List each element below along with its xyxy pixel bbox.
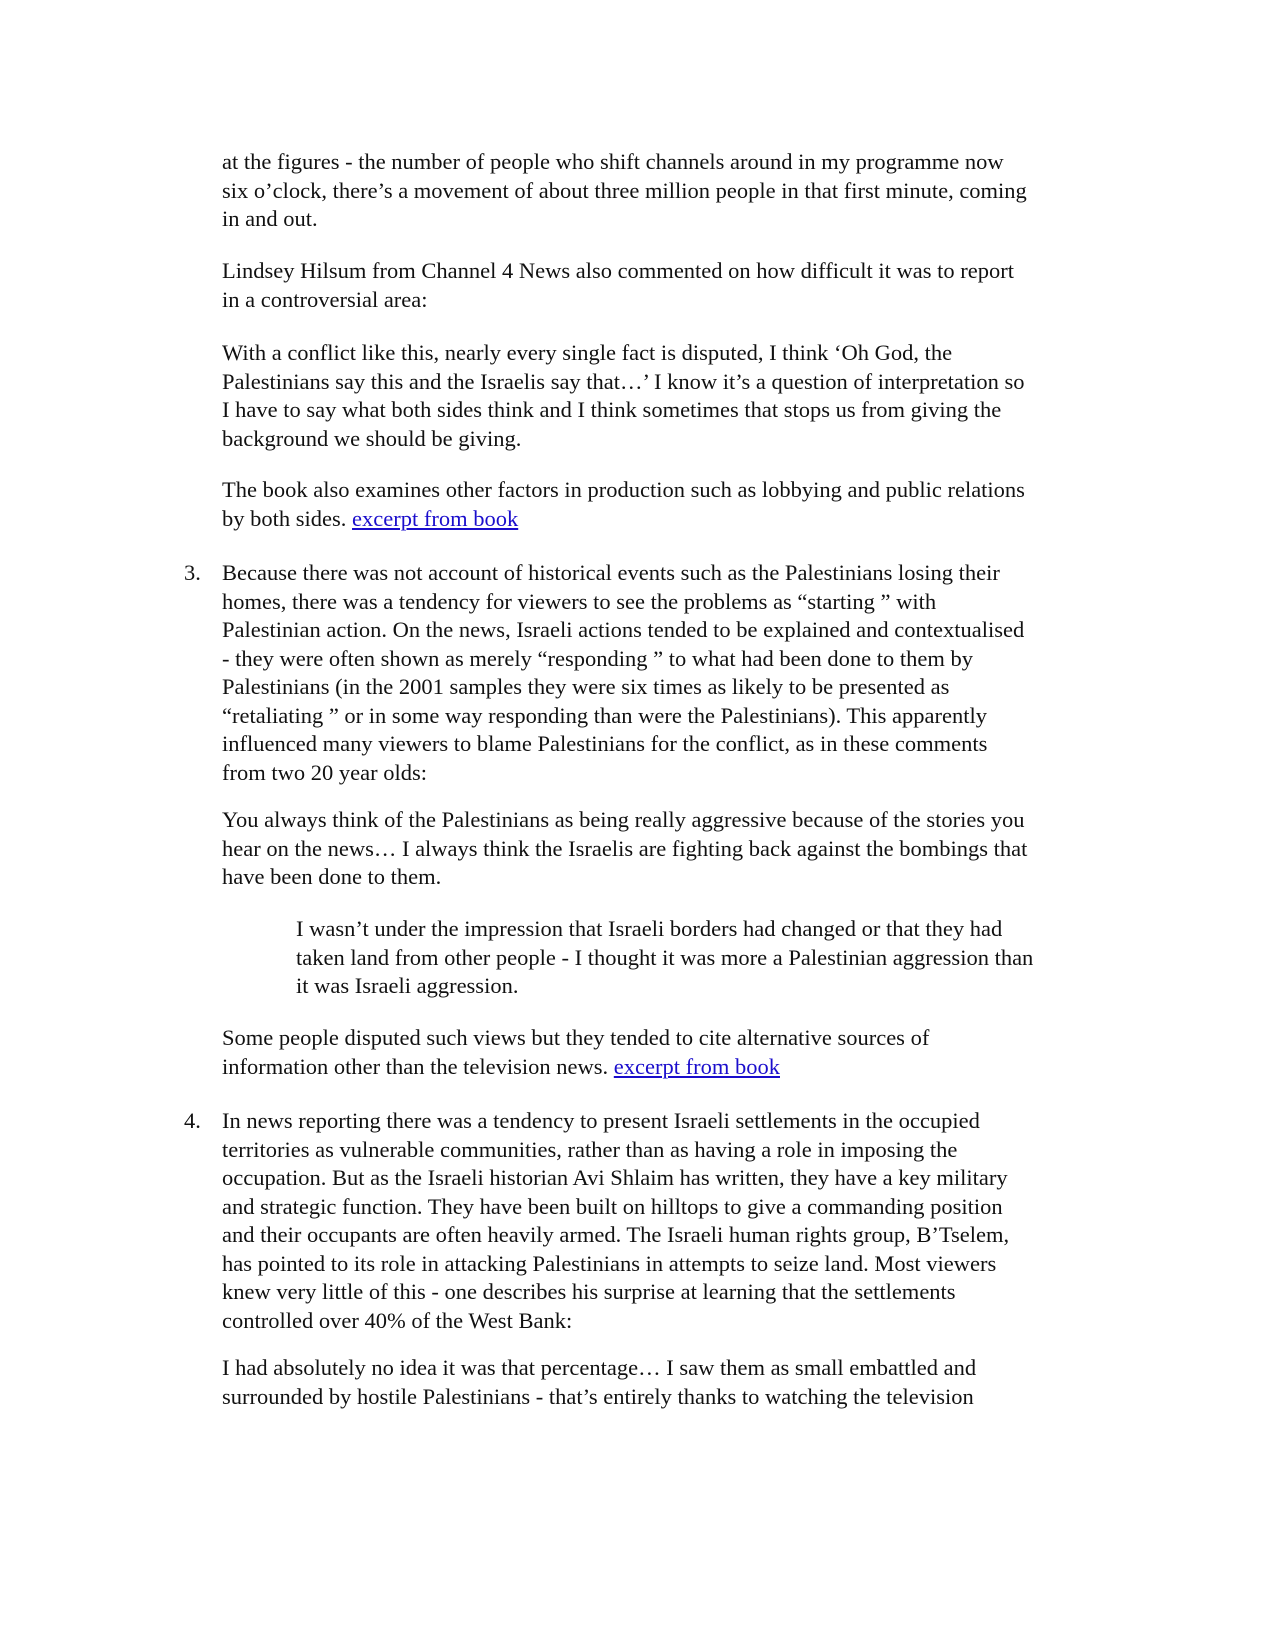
text-line: in and out. [222, 206, 318, 231]
text-line: With a conflict like this, nearly every single fact is disputed, I think ‘Oh God, the [222, 340, 953, 365]
text-line: hear on the news… I always think the Israelis are fighting back against the bombings that [222, 835, 1028, 861]
text-line: occupation. But as the Israeli historian Avi Shlaim has written, they have a key military [222, 1165, 1008, 1190]
list-number: 4. [184, 1108, 201, 1133]
text-line: - they were often shown as merely “responding ” to what had been done to them by [222, 645, 974, 671]
text-line: controlled over 40% of the West Bank: [222, 1307, 573, 1333]
text-line: Palestinians (in the 2001 samples they were six times as likely to be presented as [222, 674, 950, 699]
text-line: In news reporting there was a tendency to present Israeli settlements in the occupied [222, 1108, 980, 1133]
text-line: “retaliating ” or in some way responding than were the Palestinians). This apparently [222, 702, 987, 728]
quote-settlements [222, 1354, 1102, 1411]
text-line: I had absolutely no idea it was that percentage… I saw them as small embattled and [222, 1355, 977, 1380]
text-line: territories as vulnerable communities, rather than as having a role in imposing the [222, 1136, 958, 1162]
text-segment: by both sides. [222, 505, 353, 531]
text-line: homes, there was a tendency for viewers to see the problems as “starting ” with [222, 588, 937, 614]
text-line: Lindsey Hilsum from Channel 4 News also commented on how difficult it was to report [222, 258, 1014, 283]
list-item-4 [222, 1107, 1102, 1335]
text-line: Palestinian action. On the news, Israeli actions tended to be explained and contextualised [222, 617, 1025, 642]
quote-hilsum [222, 339, 1102, 453]
text-line: surrounded by hostile Palestinians - that’s entirely thanks to watching the television [222, 1383, 974, 1409]
paragraph-alternative-sources [222, 1024, 1102, 1081]
text-line: and strategic function. They have been built on hilltops to give a commanding position [222, 1193, 1003, 1219]
text-line: knew very little of this - one describes his surprise at learning that the settlements [222, 1279, 956, 1304]
text-line: it was Israeli aggression. [296, 973, 519, 998]
text-line: The book also examines other factors in production such as lobbying and public relations [222, 477, 1025, 502]
paragraph-hilsum-intro [222, 257, 1102, 314]
quote-viewer-1 [222, 806, 1102, 892]
text-line: I have to say what both sides think and I think sometimes that stops us from giving the [222, 397, 1002, 422]
paragraph-book-factors [222, 476, 1102, 533]
text-line: influenced many viewers to blame Palestinians for the conflict, as in these comments [222, 731, 988, 756]
text-line: background we should be giving. [222, 425, 522, 451]
text-line: from two 20 year olds: [222, 759, 427, 785]
text-line: and their occupants are often heavily armed. The Israeli human rights group, B’Tselem, [222, 1222, 1010, 1247]
text-line [222, 1053, 1102, 1082]
text-line: Some people disputed such views but they tended to cite alternative sources of [222, 1025, 930, 1050]
paragraph-continuation [222, 148, 1102, 234]
text-line: in a controversial area: [222, 286, 428, 312]
quote-viewer-2 [296, 915, 1106, 1001]
excerpt-link[interactable]: excerpt from book [352, 505, 519, 531]
list-item-3 [222, 559, 1102, 787]
text-line: Palestinians say this and the Israelis say that…’ I know it’s a question of interpretation so [222, 368, 1025, 394]
text-line: have been done to them. [222, 864, 442, 889]
excerpt-link[interactable]: excerpt from book [613, 1053, 780, 1079]
text-line [222, 505, 1102, 534]
text-line: at the figures - the number of people who shift channels around in my programme now [222, 149, 1004, 174]
text-line: I wasn’t under the impression that Israeli borders had changed or that they had [296, 916, 1003, 941]
text-line: has pointed to its role in attacking Palestinians in attempts to seize land. Most viewers [222, 1250, 997, 1276]
text-line: You always think of the Palestinians as being really aggressive because of the stories you [222, 807, 1025, 832]
text-line: Because there was not account of historical events such as the Palestinians losing their [222, 560, 1000, 585]
text-line: six o’clock, there’s a movement of about three million people in that first minute, coming [222, 177, 1027, 203]
text-segment: information other than the television news. [222, 1053, 614, 1079]
list-number: 3. [184, 560, 201, 585]
text-line: taken land from other people - I thought it was more a Palestinian aggression than [296, 944, 1034, 970]
